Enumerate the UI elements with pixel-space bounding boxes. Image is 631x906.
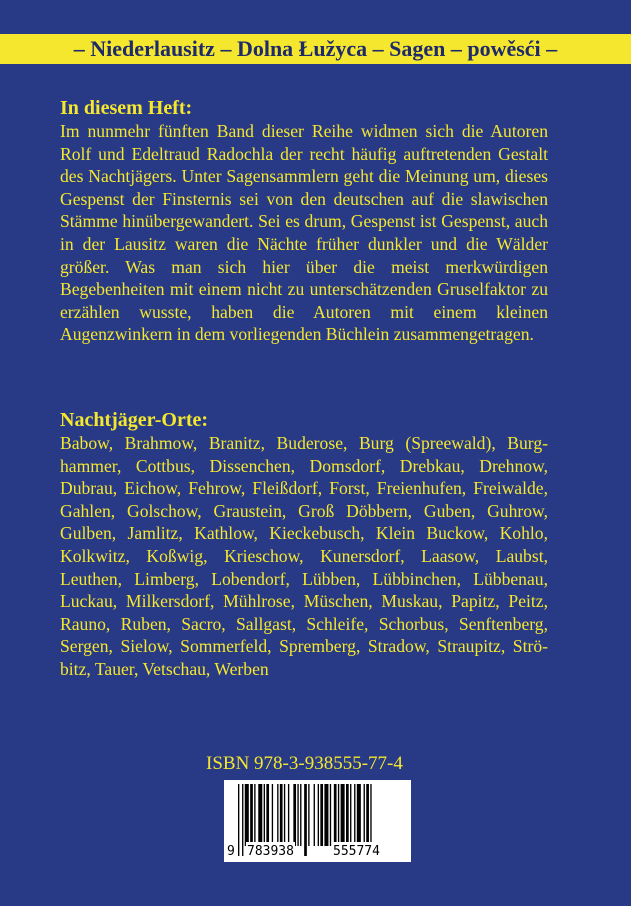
barcode-bar <box>324 784 328 846</box>
orte-heading: Nachtjäger-Orte: <box>60 409 209 431</box>
barcode-digits-left: 783938 <box>246 842 295 862</box>
barcode-bar <box>354 784 355 846</box>
barcode-bar <box>254 784 255 846</box>
intro-heading: In diesem Heft: <box>60 97 193 119</box>
barcode-bar <box>277 784 278 846</box>
barcode-bar <box>338 784 339 846</box>
barcode-bar <box>350 784 351 846</box>
barcode-digits <box>224 842 411 862</box>
barcode-bar <box>308 784 309 846</box>
barcode-bar <box>318 784 319 846</box>
barcode-bar <box>293 784 296 846</box>
barcode-bar <box>284 784 285 846</box>
barcode-bar <box>245 784 249 846</box>
barcode-bar <box>364 784 365 846</box>
barcode-bar <box>258 784 262 846</box>
barcode-bar <box>334 784 337 846</box>
barcode-bar <box>288 784 289 846</box>
barcode-bar <box>250 784 253 846</box>
barcode-digit-first: 9 <box>226 842 236 862</box>
barcode-bar <box>297 784 298 846</box>
barcode-bar <box>314 784 315 846</box>
barcode-bar <box>300 784 301 846</box>
series-banner: – Niederlausitz – Dolna Łužyca – Sagen – powěsći – <box>0 34 631 64</box>
orte-section <box>60 408 548 681</box>
barcode <box>224 780 411 862</box>
barcode-bar <box>266 784 269 846</box>
barcode-bar <box>357 784 361 846</box>
barcode-digits-right: 555774 <box>332 842 381 862</box>
barcode-bar <box>330 784 331 846</box>
isbn-label: ISBN 978-3-938555-77-4 <box>206 753 403 774</box>
intro-section <box>60 96 548 346</box>
barcode-bar <box>341 784 345 846</box>
barcode-bar <box>280 784 283 846</box>
intro-text: Im nunmehr fünften Band dieser Reihe widmen sich die Autoren Rolf und Edeltraud Radochla der recht häufig auftretenden Gestalt des Nachtjägers. Unter Sagensammlern geht die Meinung um, dieses Gespenst der Finsternis sei von den deutschen auf die slawischen Stämme hinübergewandert. Sei es drum, Gespenst ist Gespenst, auch in der Lausitz waren die Nächte früher dunkler und die Wälder größer. Was man sich hier über die meist merkwürdigen Begebenheiten mit einem nicht zu unterschätzenden Gruselfaktor zu erzählen wusste, haben die Autoren mit einem kleinen Augenzwinkern in dem vorliegenden Büchlein zusammengetragen. <box>60 121 548 345</box>
barcode-bar <box>264 784 265 846</box>
orte-text: Babow, Brahmow, Branitz, Buderose, Burg (Spreewald), Burghammer, Cottbus, Dissenchen, Domsdorf, Drebkau, Drehnow, Dubrau, Eichow, Fehrow, Fleißdorf, Forst, Freienhufen, Freiwalde, Gahlen, Golschow, Graustein, Groß Döbbern, Guben, Guhrow, Gulben, Jamlitz, Kathlow, Kieckebusch, Klein Buckow, Kohlo, Kolkwitz, Koßwig, Krieschow, Kunersdorf, Laasow, Laubst, Leuthen, Limberg, Lobendorf, Lübben, Lübbinchen, Lübbenau, Luckau, Milkersdorf, Mühlrose, Müschen, Muskau, Papitz, Peitz, Rauno, Ruben, Sacro, Sallgast, Schleife, Schorbus, Senftenberg, Sergen, Sielow, Sommerfeld, Spremberg, Stradow, Straupitz, Ströbitz, Tauer, Vetschau, Werben <box>60 433 548 679</box>
barcode-bar <box>346 784 349 846</box>
barcode-bar <box>320 784 323 846</box>
barcode-bar <box>272 784 273 846</box>
